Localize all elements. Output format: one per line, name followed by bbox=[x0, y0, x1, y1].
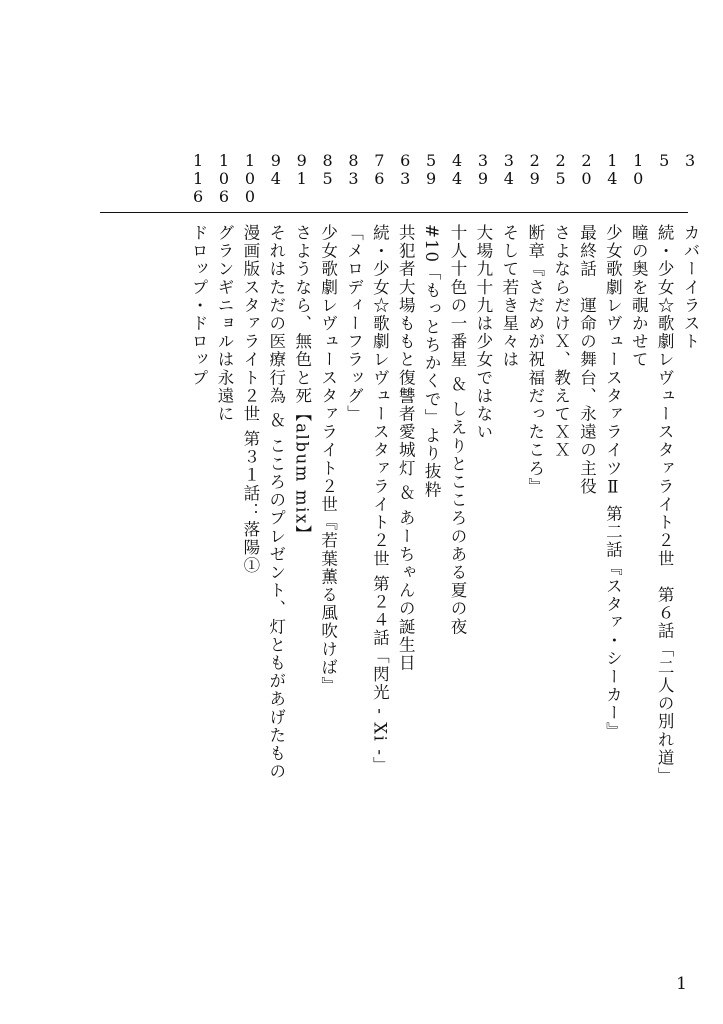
toc-title: グランギニョルは永遠に bbox=[215, 224, 235, 424]
toc-page-number: 25 bbox=[555, 151, 566, 188]
toc-title: 続・少女☆歌劇レヴュースタァライト２世 第６話「二人の別れ道」 bbox=[655, 224, 675, 786]
toc-entry bbox=[444, 150, 470, 840]
toc-title: さようなら、無色と死【album mix】 bbox=[292, 224, 312, 544]
toc-title: さよならだけＸ、教えてＸＸ bbox=[551, 224, 571, 460]
toc-entry bbox=[651, 150, 677, 840]
toc-entry bbox=[315, 150, 341, 840]
table-of-contents bbox=[185, 150, 703, 840]
toc-entry bbox=[625, 150, 651, 840]
toc-page-number: 29 bbox=[529, 151, 540, 188]
toc-entry bbox=[366, 150, 392, 840]
toc-title: 十人十色の一番星 ＆ しえりとこころのある夏の夜 bbox=[448, 224, 468, 636]
toc-title: 共犯者大場ももと復讐者愛城灯 ＆ あーちゃんの誕生日 bbox=[396, 224, 416, 673]
toc-entry bbox=[341, 150, 367, 840]
toc-entry bbox=[289, 150, 315, 840]
toc-page-number: 39 bbox=[477, 151, 489, 188]
toc-title: カバーイラスト bbox=[681, 224, 701, 351]
toc-page-number: 83 bbox=[348, 151, 359, 188]
toc-page-number: 44 bbox=[451, 151, 463, 188]
toc-title: 大場九十九は少女ではない bbox=[473, 224, 493, 442]
toc-entry bbox=[496, 150, 522, 840]
toc-page-number: 94 bbox=[270, 151, 281, 188]
toc-title: 続・少女☆歌劇レヴュースタァライト２世 第２４話「閃光 - Xi -」 bbox=[370, 224, 390, 775]
toc-page-number: 59 bbox=[426, 151, 437, 188]
toc-page-number: 14 bbox=[607, 151, 618, 188]
toc-title: 瞳の奥を覗かせて bbox=[629, 224, 649, 369]
toc-entry bbox=[418, 150, 444, 840]
toc-entry bbox=[522, 150, 548, 840]
page-number: 1 bbox=[676, 974, 687, 994]
toc-title: 漫画版スタァライト２世 第３１話：落陽① bbox=[240, 224, 260, 575]
toc-entry bbox=[263, 150, 289, 840]
toc-title: 少女歌劇レヴュースタァライツⅡ 第二話『スタァ・シーカー』 bbox=[603, 224, 623, 741]
toc-title: 「メロディーフラッグ」 bbox=[344, 224, 364, 424]
toc-entry bbox=[677, 150, 703, 840]
toc-page-number: 100 bbox=[244, 151, 255, 206]
toc-page-number: 106 bbox=[218, 151, 230, 206]
toc-title: 断章『さだめが祝福だったころ』 bbox=[525, 224, 545, 496]
toc-entry bbox=[599, 150, 625, 840]
toc-page-number: 3 bbox=[684, 151, 696, 170]
toc-entry bbox=[548, 150, 574, 840]
toc-page-number: 34 bbox=[503, 151, 514, 188]
toc-entry bbox=[211, 150, 237, 840]
toc-page-number: 85 bbox=[322, 151, 333, 188]
toc-page-number: 10 bbox=[633, 151, 644, 188]
toc-page-number: 20 bbox=[581, 151, 592, 188]
toc-title: それはただの医療行為 ＆ こころのプレゼント、灯ともがあげたもの bbox=[266, 224, 286, 781]
toc-page-number: 116 bbox=[193, 151, 204, 206]
toc-entry bbox=[185, 150, 211, 840]
toc-title: ドロップ・ドロップ bbox=[189, 224, 209, 387]
toc-entry bbox=[237, 150, 263, 840]
toc-page-number: 91 bbox=[296, 151, 307, 188]
toc-page-number: 63 bbox=[400, 151, 411, 188]
toc-title: 少女歌劇レヴュースタァライト２世『若葉薫る風吹けば』 bbox=[318, 224, 338, 695]
toc-entry bbox=[574, 150, 600, 840]
toc-page-number: 76 bbox=[374, 151, 385, 188]
toc-entry bbox=[392, 150, 418, 840]
toc-entry bbox=[470, 150, 496, 840]
toc-page-number: 5 bbox=[659, 151, 670, 170]
toc-title: 最終話 運命の舞台、永遠の主役 bbox=[577, 224, 597, 496]
toc-title: そして若き星々は bbox=[499, 224, 519, 369]
toc-title: #10「もっとちかくで」より抜粋 bbox=[422, 224, 442, 499]
